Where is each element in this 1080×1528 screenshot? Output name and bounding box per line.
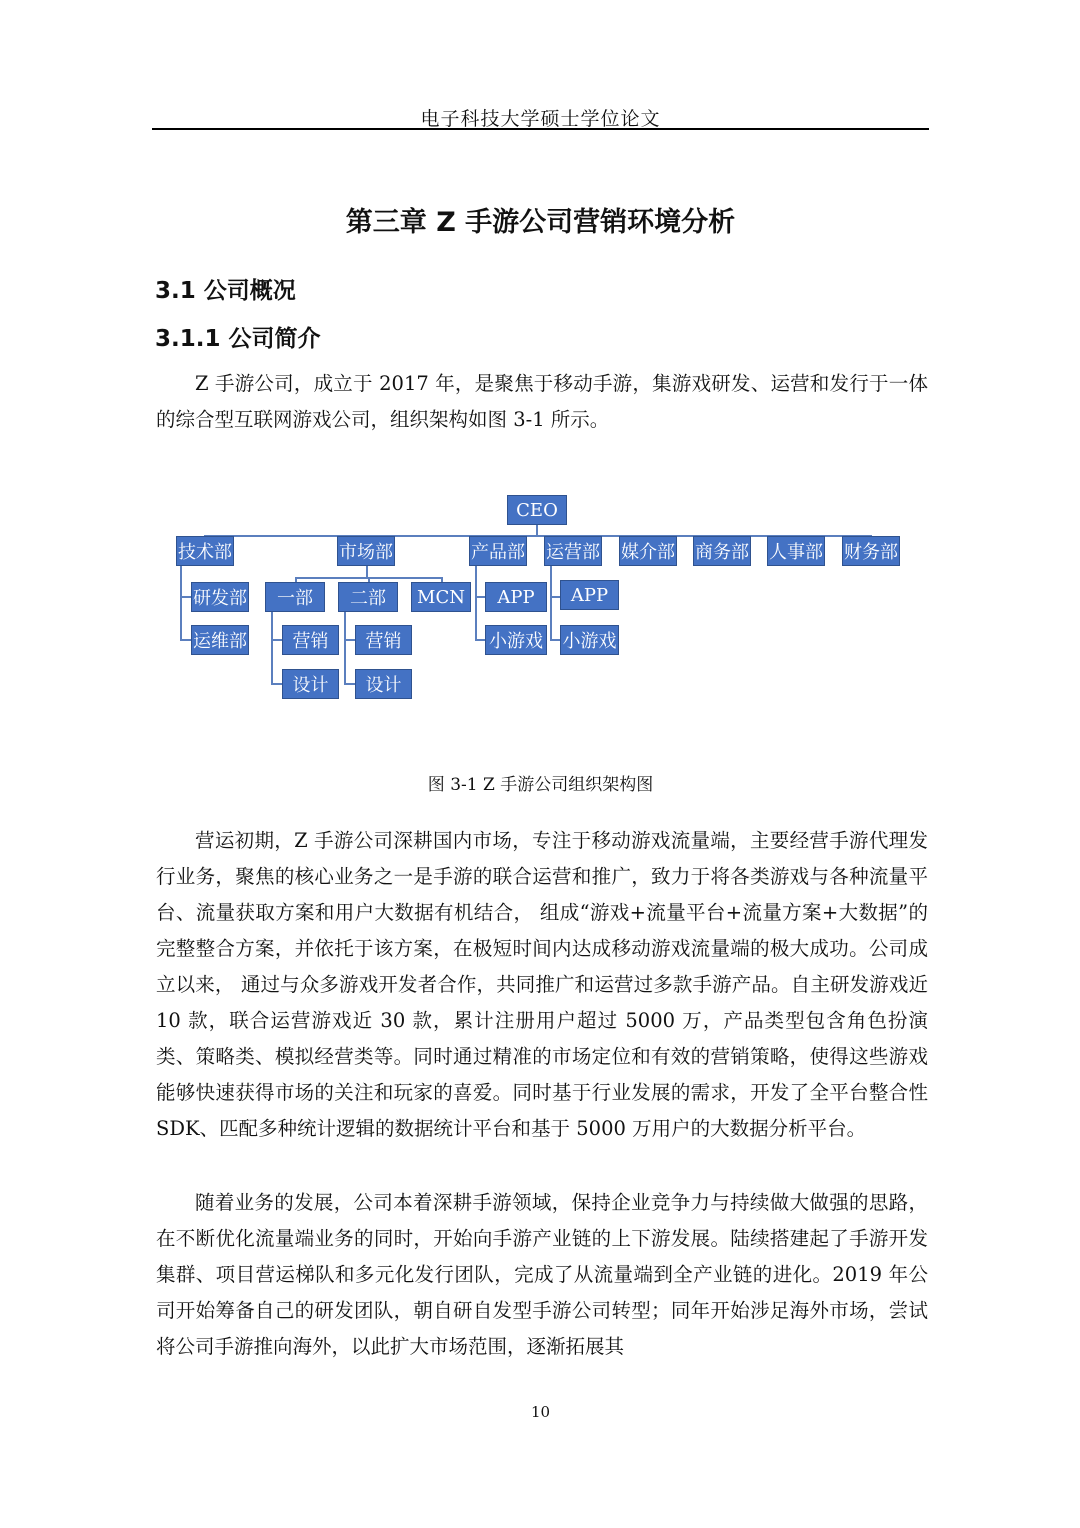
- connector: [550, 564, 552, 640]
- org-node-ceo: CEO: [507, 495, 567, 525]
- org-node-rd: 研发部: [191, 582, 249, 612]
- connector: [271, 683, 283, 685]
- connector: [475, 564, 477, 640]
- org-node-ops-app: APP: [560, 580, 619, 610]
- connector: [295, 577, 442, 579]
- intro-paragraph: Z 手游公司，成立于 2017 年，是聚焦于移动手游，集游戏研发、运营和发行于一体的综合型互联网游戏公司，组织架构如图 3-1 所示。: [156, 372, 928, 431]
- org-node-dept2-marketing: 营销: [355, 625, 412, 655]
- connector: [366, 535, 368, 539]
- org-node-business: 商务部: [693, 536, 751, 566]
- connector: [295, 577, 297, 583]
- org-node-finance: 财务部: [842, 536, 900, 566]
- org-node-market-dept1: 一部: [265, 582, 325, 612]
- connector: [572, 535, 574, 539]
- org-node-devops: 运维部: [191, 625, 249, 655]
- body-paragraph-3: 随着业务的发展，公司本着深耕手游领域，保持企业竞争力与持续做大做强的思路，在不断优化流量端业务的同时，开始向手游产业链的上下游发展。陆续搭建起了手游开发集群、项目营运梯队和多元化发行团队，完成了从流量端到全产业链的进化。2019 年公司开始筹备自己的研发团队，朝自研自发型手游公司转型；同年开始涉足海外市场，尝试将公司手游推向海外，以此扩大市场范围，逐渐拓展其: [156, 1191, 928, 1358]
- connector: [344, 683, 356, 685]
- running-header: 电子科技大学硕士学位论文: [420, 108, 661, 130]
- connector: [796, 535, 798, 539]
- subsection-heading: 3.1.1 公司简介: [155, 326, 321, 352]
- connector: [550, 639, 560, 641]
- connector: [647, 535, 649, 539]
- org-node-dept1-marketing: 营销: [282, 625, 339, 655]
- chapter-title: 第三章 Z 手游公司营销环境分析: [345, 207, 736, 238]
- connector: [368, 577, 370, 583]
- connector: [475, 639, 485, 641]
- page-number: 10: [530, 1403, 551, 1421]
- connector: [441, 577, 443, 583]
- connector: [271, 639, 283, 641]
- connector: [536, 524, 538, 536]
- header-rule: [152, 128, 929, 130]
- connector: [180, 596, 192, 598]
- connector: [475, 596, 485, 598]
- org-node-market-dept2: 二部: [338, 582, 398, 612]
- org-node-ops-minigame: 小游戏: [560, 625, 619, 655]
- figure-caption: 图 3-1 Z 手游公司组织架构图: [427, 775, 654, 795]
- org-node-market: 市场部: [337, 536, 395, 566]
- connector: [366, 564, 368, 578]
- org-node-product: 产品部: [469, 536, 527, 566]
- org-node-market-mcn: MCN: [411, 582, 471, 612]
- org-node-product-app: APP: [485, 582, 547, 612]
- body-paragraph-2: 营运初期，Z 手游公司深耕国内市场，专注于移动游戏流量端，主要经营手游代理发行业务，聚焦的核心业务之一是手游的联合运营和推广，致力于将各类游戏与各种流量平台、流量获取方案和用户大数据有机结合， 组成“游戏+流量平台+流量方案+大数据”的完整整合方案，并依托于该方案，在极短时间内达成移动游戏流量端的极大成功。公司成立以来， 通过与众多游戏开发者合作，共同推广和运营过多款手游产品。自主研发游戏近 10 款，联合运营游戏近 30 款，累计注册用户超过 5000 万，产品类型包含角色扮演类、策略类、模拟经营类等。同时通过精准的市场定位和有效的营销策略，使得这些游戏能够快速获得市场的关注和玩家的喜爱。同时基于行业发展的需求，开发了全平台整合性 SDK、匹配多种统计逻辑的数据统计平台和基于 5000 万用户的大数据分析平台。: [156, 829, 928, 1140]
- connector: [344, 639, 356, 641]
- connector: [721, 535, 723, 539]
- org-node-dept2-design: 设计: [355, 669, 412, 699]
- connector: [497, 535, 499, 539]
- org-node-ops: 运营部: [544, 536, 602, 566]
- connector: [180, 639, 192, 641]
- connector: [550, 596, 560, 598]
- org-node-hr: 人事部: [767, 536, 825, 566]
- org-node-tech: 技术部: [176, 536, 234, 566]
- org-node-dept1-design: 设计: [282, 669, 339, 699]
- section-heading: 3.1 公司概况: [155, 278, 296, 304]
- connector: [204, 535, 206, 539]
- connector: [271, 612, 273, 684]
- connector: [870, 535, 872, 539]
- org-node-product-minigame: 小游戏: [485, 625, 547, 655]
- connector: [180, 564, 182, 640]
- connector: [344, 612, 346, 684]
- org-node-media: 媒介部: [619, 536, 677, 566]
- connector: [204, 535, 871, 537]
